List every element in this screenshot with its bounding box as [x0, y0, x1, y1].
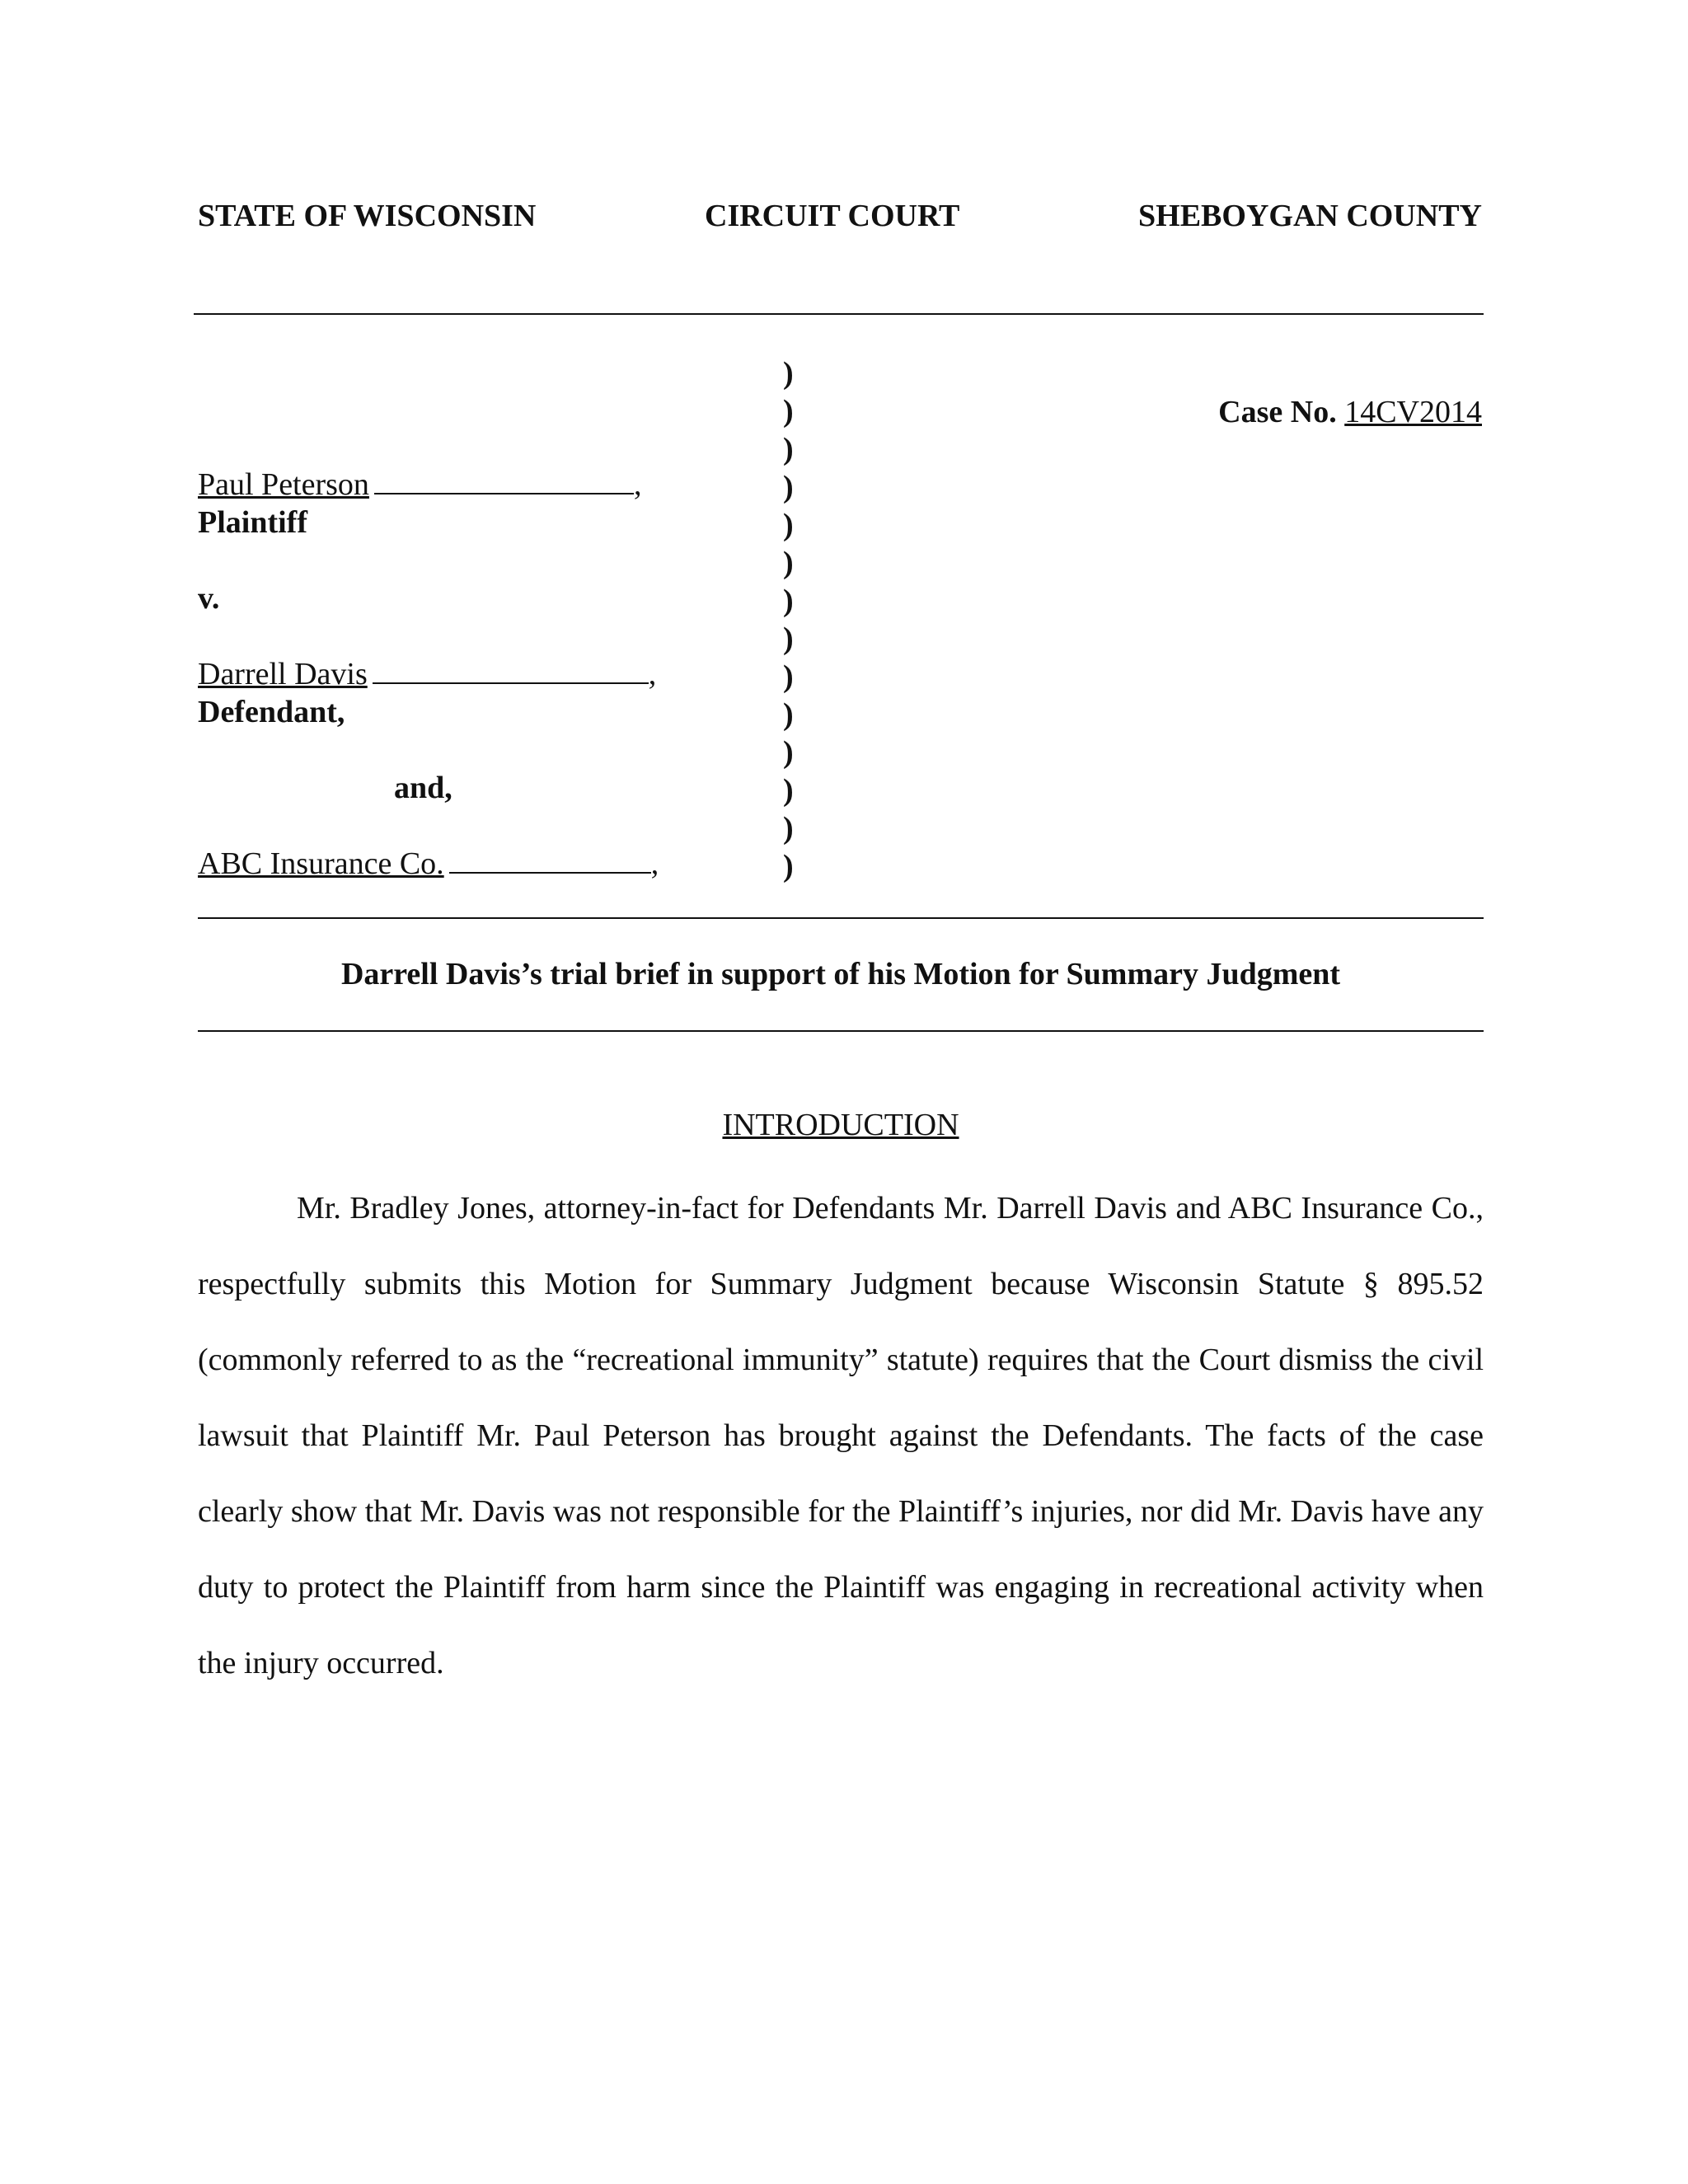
plaintiff-name: Paul Peterson [198, 467, 369, 502]
paren: ) [783, 470, 794, 504]
paren: ) [783, 508, 794, 542]
paren: ) [783, 432, 794, 466]
paren: ) [783, 583, 794, 618]
paren: ) [783, 546, 794, 580]
versus-label: v. [198, 581, 220, 616]
insurer-blank [449, 871, 651, 874]
plaintiff-name-line [198, 466, 641, 503]
defendant-role: Defendant, [198, 695, 345, 729]
plaintiff-blank [374, 492, 634, 494]
defendant-comma: , [648, 657, 657, 691]
paren: ) [783, 773, 794, 808]
caption-paren-column [783, 354, 808, 885]
insurer-name-line [198, 846, 659, 882]
plaintiff-role: Plaintiff [198, 505, 307, 540]
paren: ) [783, 697, 794, 732]
paren: ) [783, 356, 794, 391]
brief-title: Darrell Davis’s trial brief in support of his Motion for Summary Judgment [340, 957, 1341, 991]
caption-rule [198, 917, 1484, 919]
paren: ) [783, 849, 794, 883]
defendant-blank [373, 682, 649, 684]
case-number-block [1218, 394, 1482, 430]
state-heading: STATE OF WISCONSIN [198, 199, 537, 233]
introduction-paragraph: Mr. Bradley Jones, attorney-in-fact for Defendants Mr. Darrell Davis and ABC Insurance Co., respectfully submits this Motion for Summary Judgment because Wisconsin Statute § 895.52 (commonly referred to as the “recreational immunity” statute) requires that the Court dismiss the civil lawsuit that Plaintiff Mr. Paul Peterson has brought against the Defendants. The facts of the case clearly show that Mr. Davis was not responsible for the Plaintiff’s injuries, nor did Mr. Davis have any duty to protect the Plaintiff from harm since the Plaintiff was engaging in recreational activity when the injury occurred. [198, 1191, 1484, 1680]
header-rule [194, 313, 1484, 315]
case-number-value: 14CV2014 [1344, 395, 1482, 429]
insurer-name: ABC Insurance Co. [198, 846, 444, 881]
paren: ) [783, 394, 794, 429]
paren: ) [783, 811, 794, 846]
title-rule [198, 1030, 1484, 1032]
paren: ) [783, 621, 794, 656]
court-heading: CIRCUIT COURT [705, 199, 960, 233]
paren: ) [783, 735, 794, 770]
case-number-label: Case No. [1218, 395, 1337, 429]
and-label: and, [394, 771, 452, 805]
plaintiff-comma: , [633, 467, 642, 502]
introduction-heading: INTRODUCTION [722, 1108, 959, 1142]
paren: ) [783, 659, 794, 694]
defendant-name: Darrell Davis [198, 657, 368, 691]
county-heading: SHEBOYGAN COUNTY [1138, 199, 1482, 233]
defendant-name-line [198, 656, 656, 692]
insurer-comma: , [650, 846, 659, 881]
